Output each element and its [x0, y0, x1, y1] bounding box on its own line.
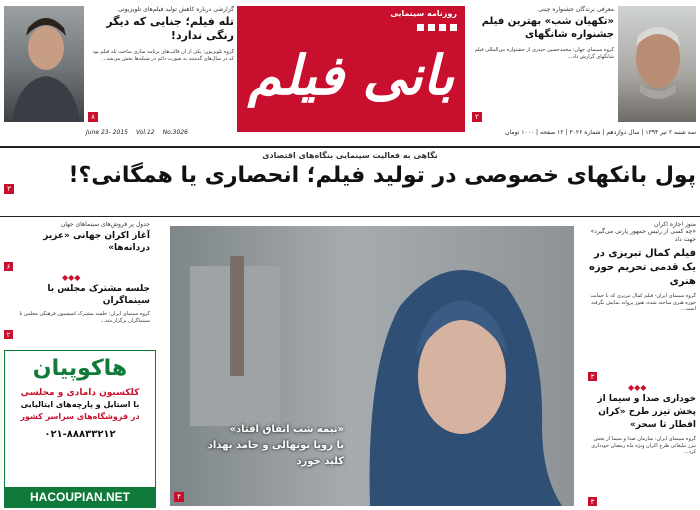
issue-en-no: No.3026: [162, 129, 188, 136]
logo-block: [237, 6, 465, 132]
photo-caption-line1: با رویا نونهالی و حامد بهداد: [207, 440, 344, 451]
top-right-headline[interactable]: «تکهیان شب» بهترین فیلم جشنواره شانگهای: [481, 16, 614, 40]
portrait-figure-icon: [618, 6, 696, 122]
right-box1-headline[interactable]: فیلم کمال تبریزی در یک قدمی تحریم حوزه هنری: [589, 248, 696, 287]
top-right-story: [472, 6, 614, 122]
photo-caption-line2: کلید خورد: [296, 456, 344, 467]
logo-text: بانی فیلم: [247, 44, 455, 107]
main-kicker: نگاهی به فعالیت سینمایی بنگاه‌های اقتصادی: [262, 151, 438, 160]
ad-line1: کلکسیون دامادی و مجلسی: [20, 388, 140, 398]
right-box1-page-tag: ۳: [588, 372, 597, 381]
top-left-page-tag: ۸: [88, 112, 98, 122]
ad-phone: ۰۲۱-۸۸۸۳۳۲۱۲: [44, 429, 116, 440]
left-box2-body: گروه سینمای ایران: جلسه مشترک کمیسیون فرهنگی مجلس با سینماگران برگزار شد...: [19, 311, 150, 324]
masthead-rule: [0, 146, 700, 148]
right-box1-kicker: منوز اجازه اکران: [654, 221, 696, 228]
right-box2-body: گروه سینمای ایران: سازمان صدا و سیما از پخش تیزر تبلیغاتی طرح اکران ویژه ماه رمضان خودداری کرد...: [591, 436, 696, 455]
issue-en-date: June 23- 2015: [86, 129, 128, 136]
hacoupian-ad[interactable]: [4, 350, 156, 508]
right-diamonds: ◆◆◆: [628, 383, 647, 392]
ad-web[interactable]: HACOUPIAN.NET: [5, 487, 155, 507]
main-headline[interactable]: پول بانکهای خصوصی در تولید فیلم؛ انحصاری یا همگانی؟!: [68, 163, 696, 188]
date-strip: [0, 128, 700, 142]
right-box1-body: گروه سینمای ایران- فیلم کمال تبریزی که با حمایت حوزه هنری ساخته شده، هنوز پروانه نمایش نگرفته است...: [590, 293, 696, 312]
issue-english: [86, 129, 188, 136]
photo-page-tag: ۴: [174, 492, 184, 502]
issue-en-vol: Vol.12: [135, 129, 155, 136]
top-right-kicker: معرفی برندگان جشنواره چینی: [538, 6, 614, 13]
left-box2-headline[interactable]: جلسه مشترک مجلس با سینماگران: [47, 284, 150, 306]
left-box1-kicker: جدول پر فروش‌های سینماهای جهان: [60, 221, 150, 228]
issue-persian: سه شنبه ۲ تیر ۱۳۹۴ | سال دوازدهم | شماره ۳۰۲۶ | ۱۲ صفحه | ۱۰۰۰ تومان: [505, 129, 696, 136]
masthead: [0, 0, 700, 147]
top-left-headline[interactable]: تله فیلم؛ جنایی که دیگر رنگی ندارد!: [106, 15, 234, 42]
top-right-page-tag: ۲: [472, 112, 482, 122]
top-right-body: گروه سینمای جهان: محمدحسین حیدری از جشنواره بین‌المللی فیلم شانگهای گزارش داد...: [474, 47, 614, 60]
top-left-body: گروه تلویزیون: یکی از آن قالب‌های برنامه سازی ساخت تله فیلم بود که در سال‌های گذشته به صورت دائم در شبکه‌ها پخش می‌شد...: [92, 49, 234, 62]
left-box1-headline[interactable]: آغاز اکران جهانی «عزیز دردانه‌ها»: [43, 231, 150, 253]
left-box1-page-tag: ۶: [4, 262, 13, 271]
photo-caption-title: «نیمه شب اتفاق افتاد»: [229, 424, 344, 435]
ad-line2: با استایل و پارچه‌های ایتالیایی: [20, 400, 140, 409]
top-left-kicker: گزارشی درباره کاهش تولید فیلم‌های تلویزیونی: [118, 6, 234, 13]
ad-line3: در فروشگاه‌های سراسر کشور: [20, 412, 140, 421]
right-box2-headline[interactable]: خوداری صدا و سیما از پخش تیزر طرح «کران افطار تا سحر»: [597, 394, 696, 430]
logo-tagline: روزنامه سینمایی: [390, 9, 457, 18]
right-box-2: [588, 393, 696, 506]
left-diamonds: ◆◆◆: [62, 273, 81, 282]
photo-caption: [174, 422, 344, 470]
right-box-1: [588, 221, 696, 381]
left-box-2: [4, 283, 150, 339]
right-box2-page-tag: ۳: [588, 497, 597, 506]
portrait-figure-icon: [4, 6, 84, 122]
top-left-story: [88, 6, 234, 122]
ad-brand: هاکوپیان: [32, 356, 128, 381]
main-headline-page-tag: ۳: [4, 184, 14, 194]
headline-rule: [0, 216, 700, 217]
top-right-portrait: [618, 6, 696, 122]
center-photo: [170, 226, 574, 506]
top-left-portrait: [4, 6, 84, 122]
left-box2-page-tag: ۲: [4, 330, 13, 339]
right-box1-lead: «چه کسی از رئیس جمهور پارتی می‌گیرد» جهت داد: [590, 228, 696, 243]
left-box-1: [4, 221, 150, 271]
